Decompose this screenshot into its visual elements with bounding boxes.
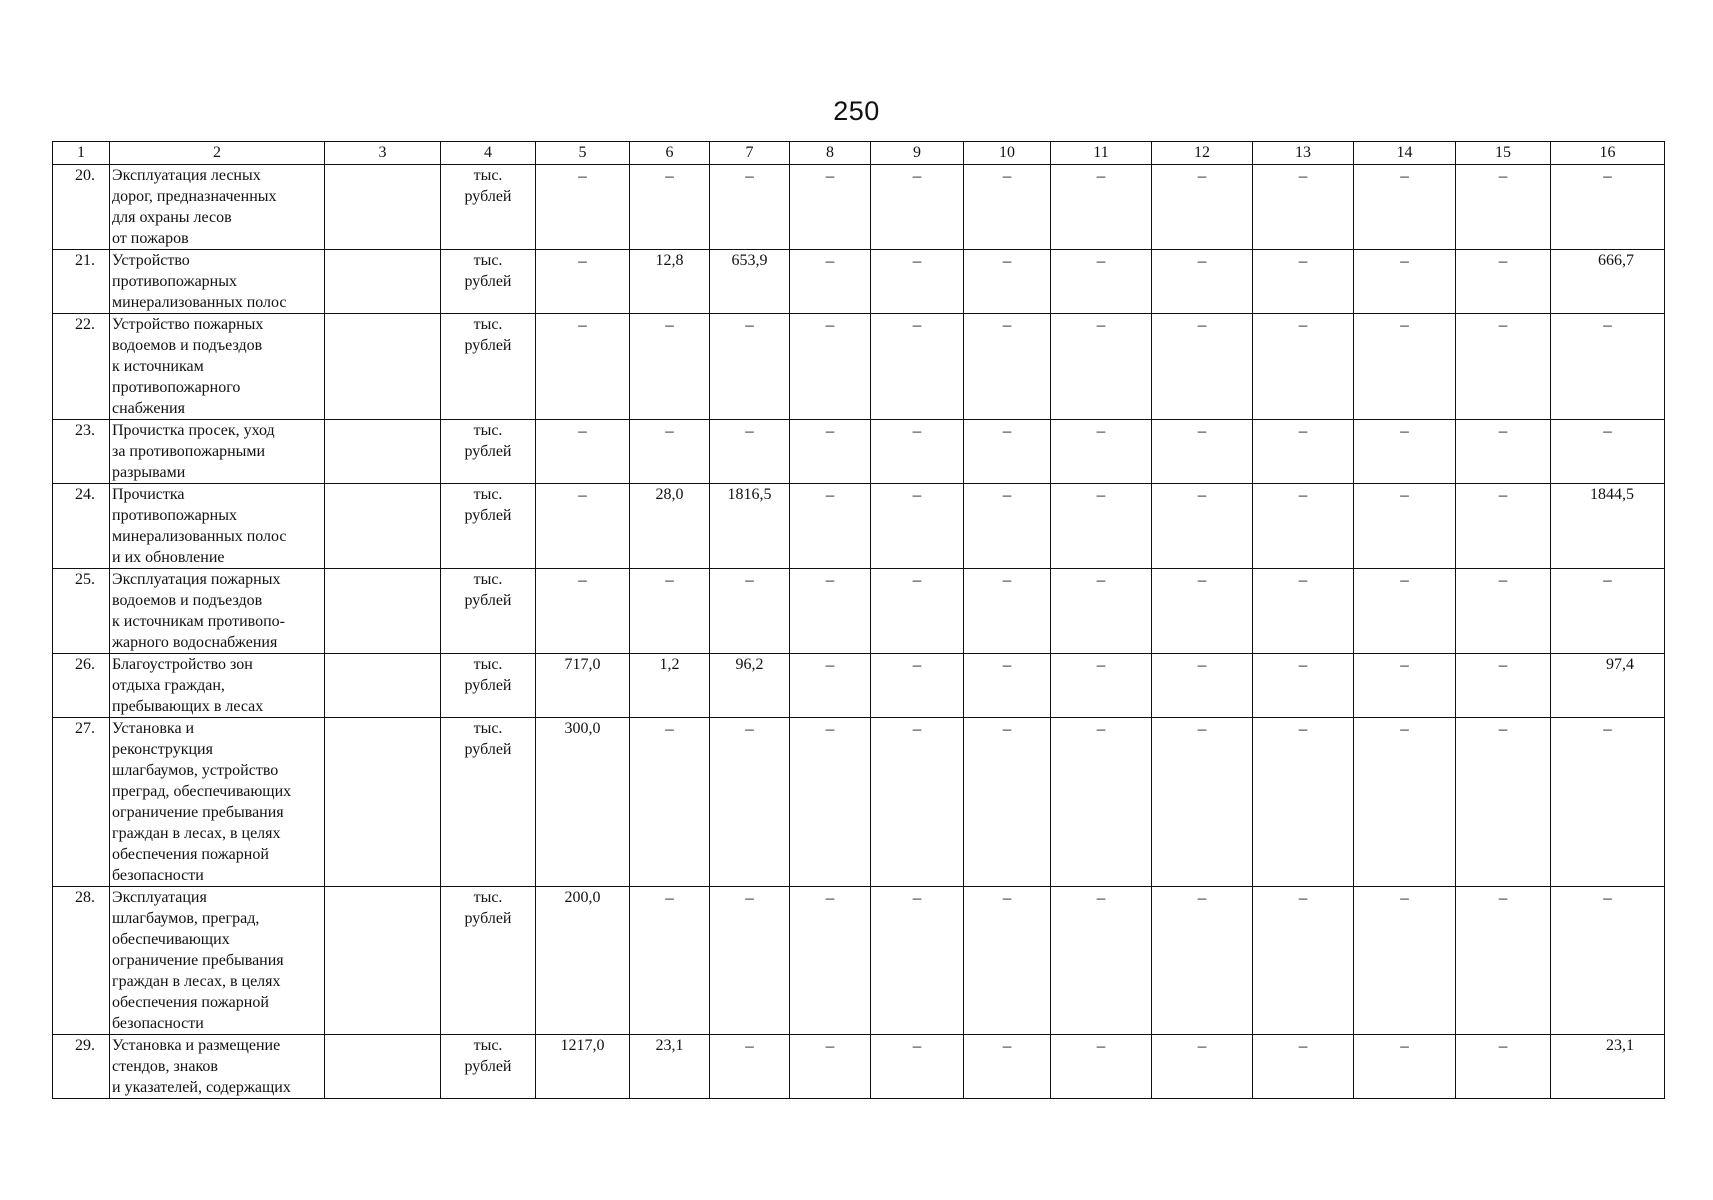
column-header: 11 [1051,142,1152,165]
activity-name-line: пребывающих в лесах [112,698,264,715]
value-cell: – [1456,484,1551,569]
value-cell: – [710,569,790,654]
unit-line: тыс. [473,656,503,673]
table-row [53,718,1665,887]
value-cell: – [871,484,964,569]
activity-name-line: и их обновление [112,549,225,566]
unit-line: рублей [464,443,512,460]
value-cell: – [1051,718,1152,887]
unit-line: рублей [464,677,512,694]
table-row [53,420,1665,484]
value-cell: – [1051,654,1152,718]
activity-name-line: водоемов и подъездов [112,337,263,354]
value-cell: – [871,314,964,420]
activity-name-line: стендов, знаков [112,1058,218,1075]
activity-name-line: Благоустройство зон [112,656,253,673]
value-cell: – [1354,887,1456,1035]
value-cell: – [630,887,710,1035]
value-cell: – [536,250,630,314]
value-cell: – [1551,718,1665,887]
unit-line: рублей [464,507,512,524]
column-header: 8 [790,142,871,165]
value-cell: – [790,484,871,569]
activity-name-line: противопожарных [112,273,237,290]
value-cell: – [964,420,1051,484]
activity-name [110,484,325,569]
activity-name-line: безопасности [112,1015,204,1032]
value-cell: – [1051,165,1152,250]
value-cell: – [710,314,790,420]
value-cell: – [871,1035,964,1099]
value-cell: – [871,654,964,718]
activity-name [110,654,325,718]
unit-line: тыс. [473,252,503,269]
activity-name-line: дорог, предназначенных [112,188,277,205]
value-cell: – [1354,250,1456,314]
value-cell: – [1456,1035,1551,1099]
value-cell: – [871,718,964,887]
value-cell: 97,4 [1551,654,1665,718]
column-3-cell [325,654,441,718]
unit-line: рублей [464,1058,512,1075]
activity-name-line: отдыха граждан, [112,677,225,694]
activity-name-line: реконструкция [112,741,213,758]
activity-name-line: водоемов и подъездов [112,592,263,609]
column-header: 10 [964,142,1051,165]
activity-name-line: ограничение пребывания [112,804,284,821]
unit-line: рублей [464,741,512,758]
value-cell: – [710,165,790,250]
row-number: 24. [53,484,110,569]
value-cell: – [1551,314,1665,420]
page-number: 250 [833,96,880,126]
value-cell: 1217,0 [536,1035,630,1099]
value-cell: – [1354,420,1456,484]
value-cell: – [964,250,1051,314]
column-3-cell [325,314,441,420]
value-cell: 653,9 [710,250,790,314]
activity-name-line: граждан в лесах, в целях [112,973,281,990]
unit-line: тыс. [473,167,503,184]
activity-name-line: шлагбаумов, устройство [112,762,279,779]
column-header: 5 [536,142,630,165]
activity-name-line: Эксплуатация пожарных [112,571,281,588]
value-cell: – [710,718,790,887]
value-cell: – [964,484,1051,569]
table-row [53,1035,1665,1099]
row-number: 26. [53,654,110,718]
value-cell: – [790,420,871,484]
value-cell: – [1456,569,1551,654]
value-cell: – [536,484,630,569]
activity-name-line: преград, обеспечивающих [112,783,292,800]
value-cell: 23,1 [630,1035,710,1099]
unit-cell [441,887,536,1035]
activity-name-line: Установка и [112,720,195,737]
table-row [53,887,1665,1035]
unit-line: тыс. [473,571,503,588]
value-cell: – [1051,420,1152,484]
activity-name-line: Прочистка [112,486,185,503]
activity-name-line: противопожарного [112,379,241,396]
unit-line: тыс. [473,720,503,737]
value-cell: – [1253,569,1354,654]
unit-line: рублей [464,592,512,609]
column-header: 3 [325,142,441,165]
row-number: 22. [53,314,110,420]
column-3-cell [325,420,441,484]
activity-name [110,569,325,654]
value-cell: – [964,569,1051,654]
value-cell: – [1051,887,1152,1035]
value-cell: – [1253,250,1354,314]
value-cell: – [964,654,1051,718]
activity-name-line: шлагбаумов, преград, [112,910,260,927]
column-3-cell [325,718,441,887]
column-3-cell [325,484,441,569]
value-cell: – [1152,654,1253,718]
value-cell: 1816,5 [710,484,790,569]
value-cell: – [1354,569,1456,654]
activity-name-line: к источникам противопо- [112,613,285,630]
value-cell: – [964,1035,1051,1099]
unit-cell [441,484,536,569]
value-cell: 23,1 [1551,1035,1665,1099]
value-cell: – [1456,250,1551,314]
value-cell: – [710,420,790,484]
value-cell: – [1152,484,1253,569]
activity-name-line: Установка и размещение [112,1037,281,1054]
value-cell: – [1551,569,1665,654]
column-header: 2 [110,142,325,165]
value-cell: 1844,5 [1551,484,1665,569]
unit-line: тыс. [473,422,503,439]
activity-name-line: Устройство [112,252,190,269]
value-cell: – [1354,484,1456,569]
activity-name-line: обеспечивающих [112,931,230,948]
unit-cell [441,718,536,887]
value-cell: – [1152,569,1253,654]
column-header: 15 [1456,142,1551,165]
value-cell: – [964,165,1051,250]
activity-name-line: за противопожарными [112,443,266,460]
unit-line: тыс. [473,486,503,503]
value-cell: – [871,250,964,314]
column-header: 6 [630,142,710,165]
column-3-cell [325,250,441,314]
unit-cell [441,250,536,314]
value-cell: – [1152,165,1253,250]
value-cell: – [1551,887,1665,1035]
unit-line: рублей [464,910,512,927]
value-cell: – [710,1035,790,1099]
activity-name [110,887,325,1035]
value-cell: – [1253,1035,1354,1099]
value-cell: – [964,887,1051,1035]
activity-name-line: минерализованных полос [112,294,287,311]
data-table [52,141,1665,1099]
value-cell: – [1051,314,1152,420]
unit-cell [441,165,536,250]
value-cell: – [536,314,630,420]
value-cell: 666,7 [1551,250,1665,314]
value-cell: – [1354,314,1456,420]
row-number: 20. [53,165,110,250]
column-header: 14 [1354,142,1456,165]
row-number: 28. [53,887,110,1035]
activity-name-line: Эксплуатация лесных [112,167,261,184]
value-cell: – [1456,165,1551,250]
value-cell: – [1456,420,1551,484]
value-cell: – [871,165,964,250]
activity-name-line: снабжения [112,400,185,417]
activity-name [110,420,325,484]
activity-name-line: для охраны лесов [112,209,232,226]
activity-name-line: Прочистка просек, уход [112,422,275,439]
value-cell: – [871,569,964,654]
value-cell: – [790,569,871,654]
unit-cell [441,420,536,484]
activity-name-line: минерализованных полос [112,528,287,545]
row-number: 21. [53,250,110,314]
value-cell: 28,0 [630,484,710,569]
value-cell: 717,0 [536,654,630,718]
unit-cell [441,1035,536,1099]
row-number: 29. [53,1035,110,1099]
unit-cell [441,654,536,718]
unit-line: тыс. [473,316,503,333]
activity-name-line: безопасности [112,867,204,884]
table-row [53,569,1665,654]
activity-name [110,314,325,420]
value-cell: – [1354,165,1456,250]
activity-name [110,1035,325,1099]
unit-line: тыс. [473,889,503,906]
value-cell: – [536,569,630,654]
value-cell: – [630,165,710,250]
activity-name-line: Устройство пожарных [112,316,264,333]
activity-name-line: жарного водоснабжения [112,634,278,651]
row-number: 27. [53,718,110,887]
value-cell: – [536,420,630,484]
value-cell: 1,2 [630,654,710,718]
value-cell: – [871,887,964,1035]
value-cell: – [1051,569,1152,654]
value-cell: – [1253,314,1354,420]
value-cell: – [1253,165,1354,250]
value-cell: – [1253,718,1354,887]
value-cell: – [630,718,710,887]
column-header: 13 [1253,142,1354,165]
value-cell: – [1051,1035,1152,1099]
value-cell: – [964,718,1051,887]
value-cell: – [1152,250,1253,314]
value-cell: – [1152,718,1253,887]
value-cell: – [790,250,871,314]
value-cell: – [790,654,871,718]
value-cell: – [790,887,871,1035]
activity-name-line: обеспечения пожарной [112,994,269,1011]
table-row [53,484,1665,569]
value-cell: – [1456,718,1551,887]
value-cell: 200,0 [536,887,630,1035]
activity-name-line: к источникам [112,358,204,375]
value-cell: – [1152,887,1253,1035]
table-body [53,165,1665,1099]
activity-name-line: ограничение пребывания [112,952,284,969]
unit-cell [441,569,536,654]
value-cell: – [790,718,871,887]
value-cell: – [1456,654,1551,718]
row-number: 23. [53,420,110,484]
column-header: 12 [1152,142,1253,165]
value-cell: – [536,165,630,250]
value-cell: – [1051,484,1152,569]
value-cell: – [1253,654,1354,718]
table-row [53,250,1665,314]
value-cell: – [630,569,710,654]
value-cell: 12,8 [630,250,710,314]
activity-name-line: граждан в лесах, в целях [112,825,281,842]
value-cell: – [1456,887,1551,1035]
value-cell: – [1551,165,1665,250]
value-cell: – [1354,1035,1456,1099]
column-3-cell [325,1035,441,1099]
unit-line: рублей [464,188,512,205]
value-cell: – [790,314,871,420]
table-row [53,654,1665,718]
column-3-cell [325,165,441,250]
value-cell: – [1354,718,1456,887]
column-header: 7 [710,142,790,165]
value-cell: – [630,420,710,484]
unit-cell [441,314,536,420]
activity-name-line: Эксплуатация [112,889,207,906]
value-cell: – [1152,314,1253,420]
value-cell: – [1152,1035,1253,1099]
unit-line: рублей [464,337,512,354]
activity-name-line: разрывами [112,464,186,481]
column-header: 9 [871,142,964,165]
value-cell: – [630,314,710,420]
column-header: 16 [1551,142,1665,165]
value-cell: – [1152,420,1253,484]
value-cell: – [790,165,871,250]
activity-name-line: и указателей, содержащих [112,1079,291,1096]
column-header: 4 [441,142,536,165]
activity-name [110,250,325,314]
column-header: 1 [53,142,110,165]
value-cell: – [1253,420,1354,484]
activity-name-line: обеспечения пожарной [112,846,269,863]
column-3-cell [325,887,441,1035]
value-cell: – [710,887,790,1035]
value-cell: – [871,420,964,484]
value-cell: – [1354,654,1456,718]
unit-line: тыс. [473,1037,503,1054]
value-cell: 300,0 [536,718,630,887]
value-cell: – [1253,887,1354,1035]
column-3-cell [325,569,441,654]
unit-line: рублей [464,273,512,290]
value-cell: – [1456,314,1551,420]
activity-name [110,718,325,887]
activity-name [110,165,325,250]
row-number: 25. [53,569,110,654]
value-cell: – [1253,484,1354,569]
value-cell: – [1551,420,1665,484]
activity-name-line: противопожарных [112,507,237,524]
value-cell: – [1051,250,1152,314]
column-number-row [53,142,1665,165]
value-cell: 96,2 [710,654,790,718]
table-row [53,314,1665,420]
table-row [53,165,1665,250]
activity-name-line: от пожаров [112,230,189,247]
value-cell: – [790,1035,871,1099]
value-cell: – [964,314,1051,420]
